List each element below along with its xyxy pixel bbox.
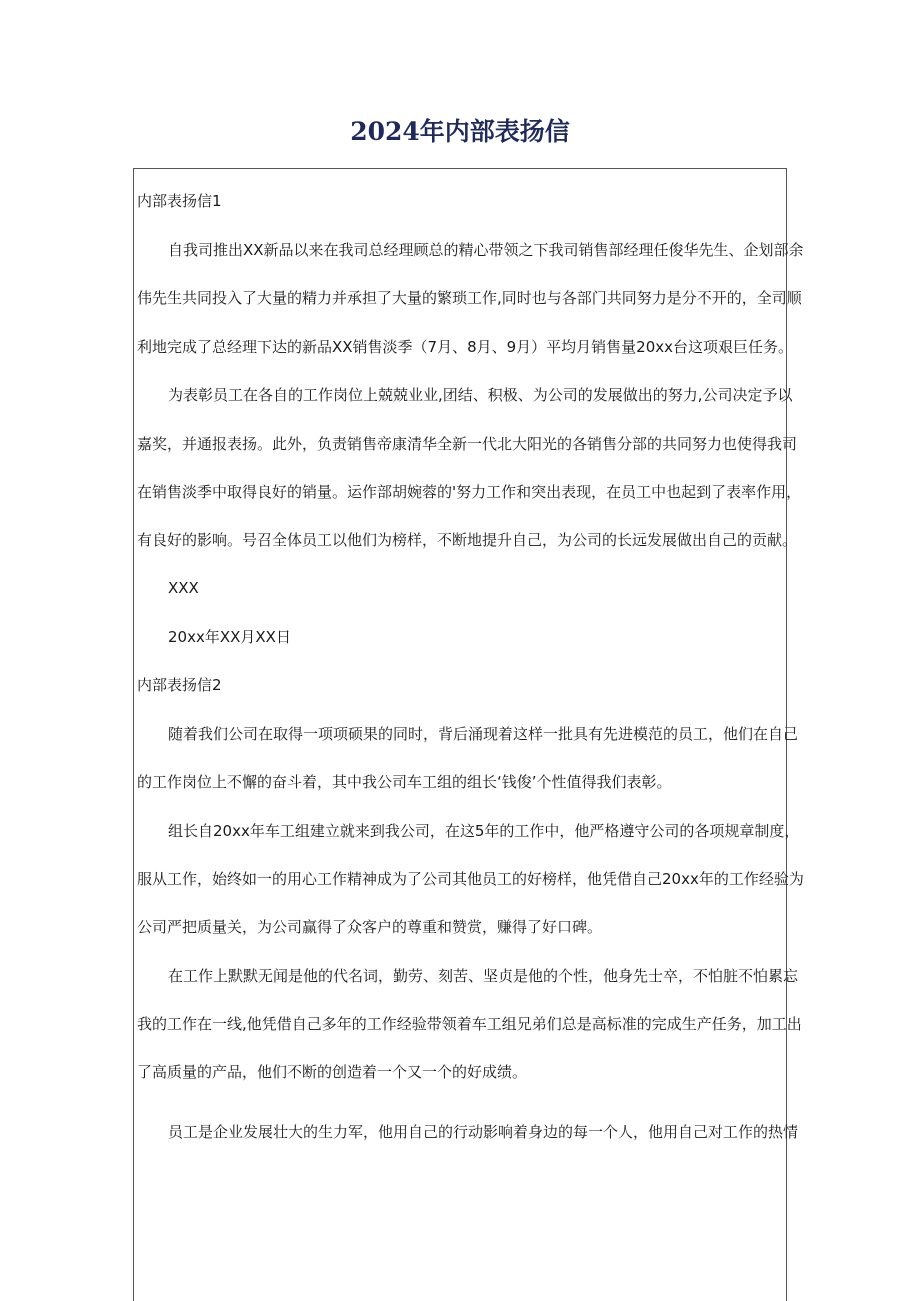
document-title: 2024年内部表扬信 (350, 117, 570, 146)
letter2-p4-line1: 员工是企业发展壮大的生力军，他用自己的行动影响着身边的每一个人，他用自己对工作的热情 (168, 1123, 799, 1141)
letter1-p2-line1: 为表彰员工在各自的工作岗位上兢兢业业,团结、积极、为公司的发展做出的努力,公司决定予以 (168, 386, 793, 404)
letter2-heading: 内部表扬信2 (137, 676, 222, 694)
letter2-p1-line1: 随着我们公司在取得一项项硕果的同时，背后涌现着这样一批具有先进模范的员工，他们在自己 (168, 725, 799, 743)
letter2-p3-line3: 了高质量的产品，他们不断的创造着一个又一个的好成绩。 (137, 1063, 528, 1081)
letter2-p2-line2: 服从工作，始终如一的用心工作精神成为了公司其他员工的好榜样，他凭借自己20xx年的工作经验为 (137, 870, 804, 888)
letter2-p2-line3: 公司严把质量关，为公司赢得了众客户的尊重和赞赏，赚得了好口碑。 (137, 918, 603, 936)
letter2-p1-line2: 的工作岗位上不懈的奋斗着，其中我公司车工组的组长‘钱俊’个性值得我们表彰。 (137, 773, 672, 791)
letter1-date: 20xx年XX月XX日 (168, 628, 291, 646)
letter1-signature: XXX (168, 579, 199, 597)
letter1-p1-line3: 利地完成了总经理下达的新品XX销售淡季（7月、8月、9月）平均月销售量20xx台这项艰巨任务。 (137, 338, 794, 356)
letter1-p2-line2: 嘉奖，并通报表扬。此外，负责销售帝康清华全新一代北大阳光的各销售分部的共同努力也使得我司 (137, 435, 798, 453)
letter1-p2-line4: 有良好的影响。号召全体员工以他们为榜样，不断地提升自己，为公司的长远发展做出自己的贡献。 (137, 531, 798, 549)
letter2-p3-line2: 我的工作在一线,他凭借自己多年的工作经验带领着车工组兄弟们总是高标准的完成生产任务，加工出 (137, 1015, 802, 1033)
letter1-p1-line1: 自我司推出XX新品以来在我司总经理顾总的精心带领之下我司销售部经理任俊华先生、企划部余 (168, 241, 804, 259)
letter2-p3-line1: 在工作上默默无闻是他的代名词，勤劳、刻苦、坚贞是他的个性，他身先士卒，不怕脏不怕累忘 (168, 967, 799, 985)
letter1-p2-line3: 在销售淡季中取得良好的销量。运作部胡婉蓉的'努力工作和突出表现，在员工中也起到了表率作用， (137, 483, 802, 501)
letter1-p1-line2: 伟先生共同投入了大量的精力并承担了大量的繁琐工作,同时也与各部门共同努力是分不开的，全司顺 (137, 289, 802, 307)
letter1-heading: 内部表扬信1 (137, 192, 222, 210)
letter2-p2-line1: 组长自20xx年车工组建立就来到我公司，在这5年的工作中，他严格遵守公司的各项规章制度， (168, 822, 800, 840)
